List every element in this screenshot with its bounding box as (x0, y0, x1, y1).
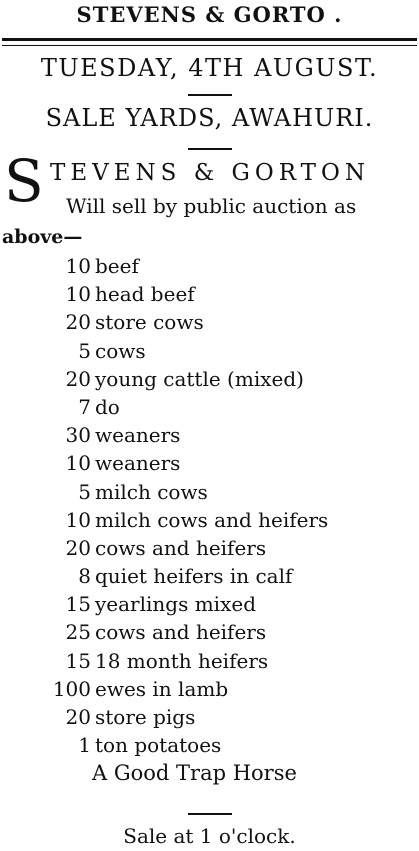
lot-list (0, 252, 419, 788)
lot-description: cows and heifers (95, 620, 267, 645)
lot-item (0, 365, 419, 393)
divider-rule (188, 813, 232, 815)
lot-item (0, 421, 419, 449)
lot-item (0, 337, 419, 365)
lot-item (0, 252, 419, 280)
lot-item (0, 393, 419, 421)
divider-rule (188, 148, 232, 150)
lot-quantity: 20 (65, 705, 91, 729)
sale-location: SALE YARDS, AWAHURI. (45, 104, 374, 132)
lot-item (0, 618, 419, 646)
lot-quantity: 30 (65, 423, 91, 448)
lot-description: beef (95, 254, 139, 278)
lot-description: do (95, 394, 120, 419)
lot-description: weaners (95, 451, 181, 476)
drop-cap: S (4, 147, 44, 215)
lot-description: weaners (95, 423, 181, 448)
intro-text-continued: above— (2, 226, 83, 248)
lot-description: head beef (95, 282, 195, 307)
intro-text: Will sell by public auction as (66, 194, 357, 218)
lot-description: quiet heifers in calf (95, 564, 293, 589)
lot-quantity: 7 (78, 394, 91, 419)
lot-item (0, 731, 419, 759)
lot-item (0, 280, 419, 308)
lot-description: cows (95, 338, 146, 363)
sale-date: TUESDAY, 4TH AUGUST. (40, 54, 379, 82)
lot-quantity: 25 (65, 620, 91, 645)
lot-item (0, 506, 419, 534)
lot-item (0, 308, 419, 336)
lot-quantity: 10 (65, 282, 91, 307)
lot-item (0, 647, 419, 675)
lot-quantity: 15 (65, 648, 91, 673)
lot-quantity: 5 (78, 479, 91, 504)
lot-description: milch cows (95, 479, 208, 504)
sale-time: Sale at 1 o'clock. (123, 824, 296, 848)
advertiser-header: STEVENS & GORTO . (76, 2, 343, 27)
firm-name: TEVENS & GORTON (50, 160, 370, 186)
lot-quantity: 10 (65, 451, 91, 476)
lot-quantity: 5 (78, 338, 91, 363)
lot-quantity: 8 (78, 564, 91, 589)
lot-quantity: 100 (52, 676, 91, 701)
lot-quantity: 10 (65, 254, 91, 278)
lot-quantity: 1 (78, 733, 91, 758)
lot-quantity: 20 (65, 366, 91, 391)
lot-quantity: 10 (65, 507, 91, 532)
lot-quantity: 15 (65, 592, 91, 617)
lot-item (0, 534, 419, 562)
lot-item (0, 478, 419, 506)
lot-description: yearlings mixed (95, 592, 256, 617)
lot-quantity: 20 (65, 310, 91, 335)
lot-description: store cows (95, 310, 204, 335)
lot-item (0, 562, 419, 590)
lot-description: store pigs (95, 705, 196, 729)
lot-item (0, 675, 419, 703)
lot-item (0, 703, 419, 731)
divider-rule (188, 94, 232, 96)
lot-item (0, 590, 419, 618)
lot-item (0, 449, 419, 477)
lot-description: ton potatoes (95, 733, 222, 758)
lot-description: cows and heifers (95, 535, 267, 560)
lot-description: 18 month heifers (95, 648, 269, 673)
lot-quantity: 20 (65, 535, 91, 560)
lot-description: milch cows and heifers (95, 507, 329, 532)
lot-description: ewes in lamb (95, 676, 229, 701)
lot-description: young cattle (mixed) (95, 366, 304, 391)
header-rule (2, 38, 417, 46)
lot-item-extra: A Good Trap Horse (92, 761, 297, 786)
